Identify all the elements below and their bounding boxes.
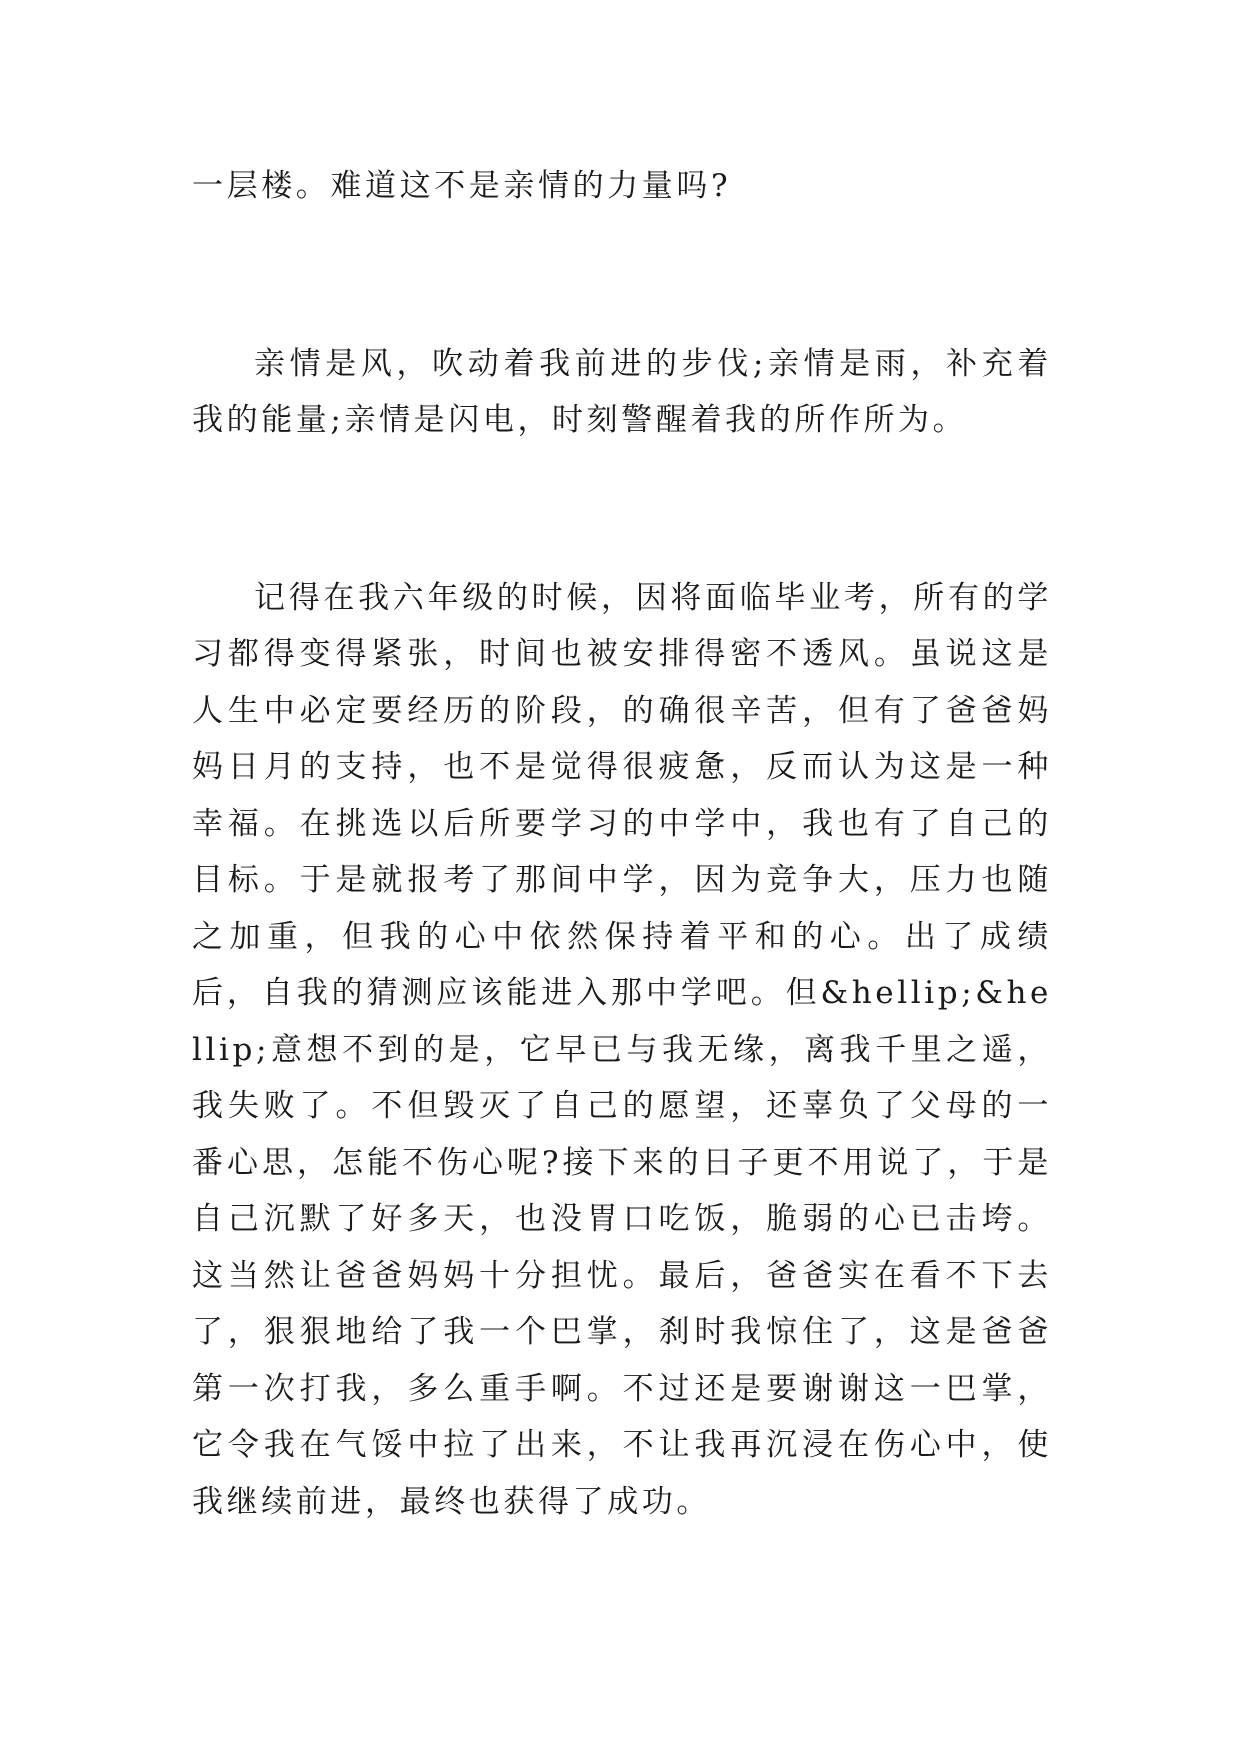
paragraph-1: 一层楼。难道这不是亲情的力量吗? xyxy=(192,168,732,204)
document-body xyxy=(192,158,1052,1530)
paragraph-3: 记得在我六年级的时候，因将面临毕业考，所有的学习都得变得紧张，时间也被安排得密不透风。虽说这是人生中必定要经历的阶段，的确很辛苦，但有了爸爸妈妈日月的支持，也不是觉得很疲惫，反而认为这是一种幸福。在挑选以后所要学习的中学中，我也有了自己的目标。于是就报考了那间中学，因为竞争大，压力也随之加重，但我的心中依然保持着平和的心。出了成绩后，自我的猜测应该能进入那中学吧。但&hellip;&hellip;意想不到的是，它早已与我无缘，离我千里之遥，我失败了。不但毁灭了自己的愿望，还辜负了父母的一番心思，怎能不伤心呢?接下来的日子更不用说了，于是自己沉默了好多天，也没胃口吃饭，脆弱的心已击垮。这当然让爸爸妈妈十分担忧。最后，爸爸实在看不下去了，狠狠地给了我一个巴掌，刹时我惊住了，这是爸爸第一次打我，多么重手啊。不过还是要谢谢这一巴掌，它令我在气馁中拉了出来，不让我再沉浸在伤心中，使我继续前进，最终也获得了成功。 xyxy=(192,579,1052,1520)
paragraph-2: 亲情是风，吹动着我前进的步伐;亲情是雨，补充着我的能量;亲情是闪电，时刻警醒着我的所作所为。 xyxy=(192,345,1052,438)
